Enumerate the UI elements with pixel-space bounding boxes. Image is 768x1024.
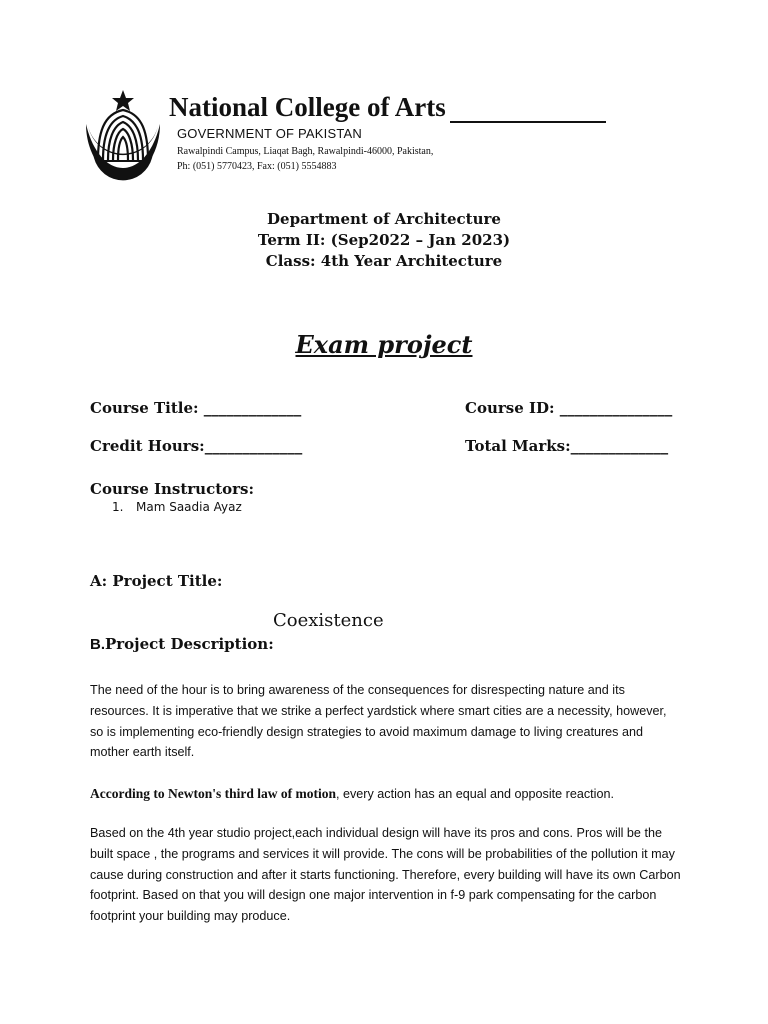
- description-heading-text: Project Description:: [105, 635, 274, 653]
- department-name: Department of Architecture: [267, 210, 501, 228]
- instructors-heading: Course Instructors:: [90, 480, 255, 498]
- section-letter: B.: [90, 636, 105, 653]
- instructor-name: Mam Saadia Ayaz: [136, 500, 242, 514]
- project-description-heading: [90, 635, 274, 653]
- address-block: [177, 144, 433, 174]
- course-id-field: Course ID: _______________: [465, 399, 673, 417]
- address-line: Rawalpindi Campus, Liaqat Bagh, Rawalpindi-46000, Pakistan,: [177, 146, 434, 157]
- total-marks-field: Total Marks:_____________: [465, 437, 669, 455]
- college-name: National College of Arts: [169, 92, 446, 122]
- paragraph-2: [90, 784, 682, 805]
- paragraph-3: Based on the 4th year studio project,each individual design will have its pros and cons. Pros will be the built space , the programs and services it will provide. The cons will be probabilities of the pollution it may cause during construction and after it starts functioning. Therefore, every building will have its own Carbon footprint. Based on that you will design one major intervention in f-9 park compensating for the carbon footprint your building may produce.: [90, 826, 681, 924]
- newton-law-bold: According to Newton's third law of motion: [90, 786, 336, 801]
- project-title-heading: A: Project Title:: [90, 572, 223, 590]
- title-underline: [450, 121, 606, 123]
- college-logo: [82, 88, 164, 184]
- department-block: [0, 209, 768, 272]
- class-line: Class: 4th Year Architecture: [265, 252, 503, 270]
- exam-title: Exam project: [295, 330, 473, 359]
- project-title: Coexistence: [273, 610, 384, 631]
- term-line: Term II: (Sep2022 – Jan 2023): [257, 231, 511, 249]
- instructor-list-item: [112, 500, 242, 514]
- paragraph-1: The need of the hour is to bring awareness of the consequences for disrespecting nature and its resources. It is imperative that we strike a perfect yardstick where smart cities are a necessity, however, so is implementing eco-friendly design strategies to avoid maximum damage to living creatures and mother earth itself.: [90, 683, 667, 760]
- government-line: GOVERNMENT OF PAKISTAN: [177, 126, 362, 141]
- course-title-field: Course Title: _____________: [90, 399, 302, 417]
- credit-hours-field: Credit Hours:_____________: [90, 437, 303, 455]
- phone-line: Ph: (051) 5770423, Fax: (051) 5554883: [177, 161, 337, 172]
- list-number: 1.: [112, 500, 124, 514]
- newton-law-rest: , every action has an equal and opposite reaction.: [336, 787, 614, 801]
